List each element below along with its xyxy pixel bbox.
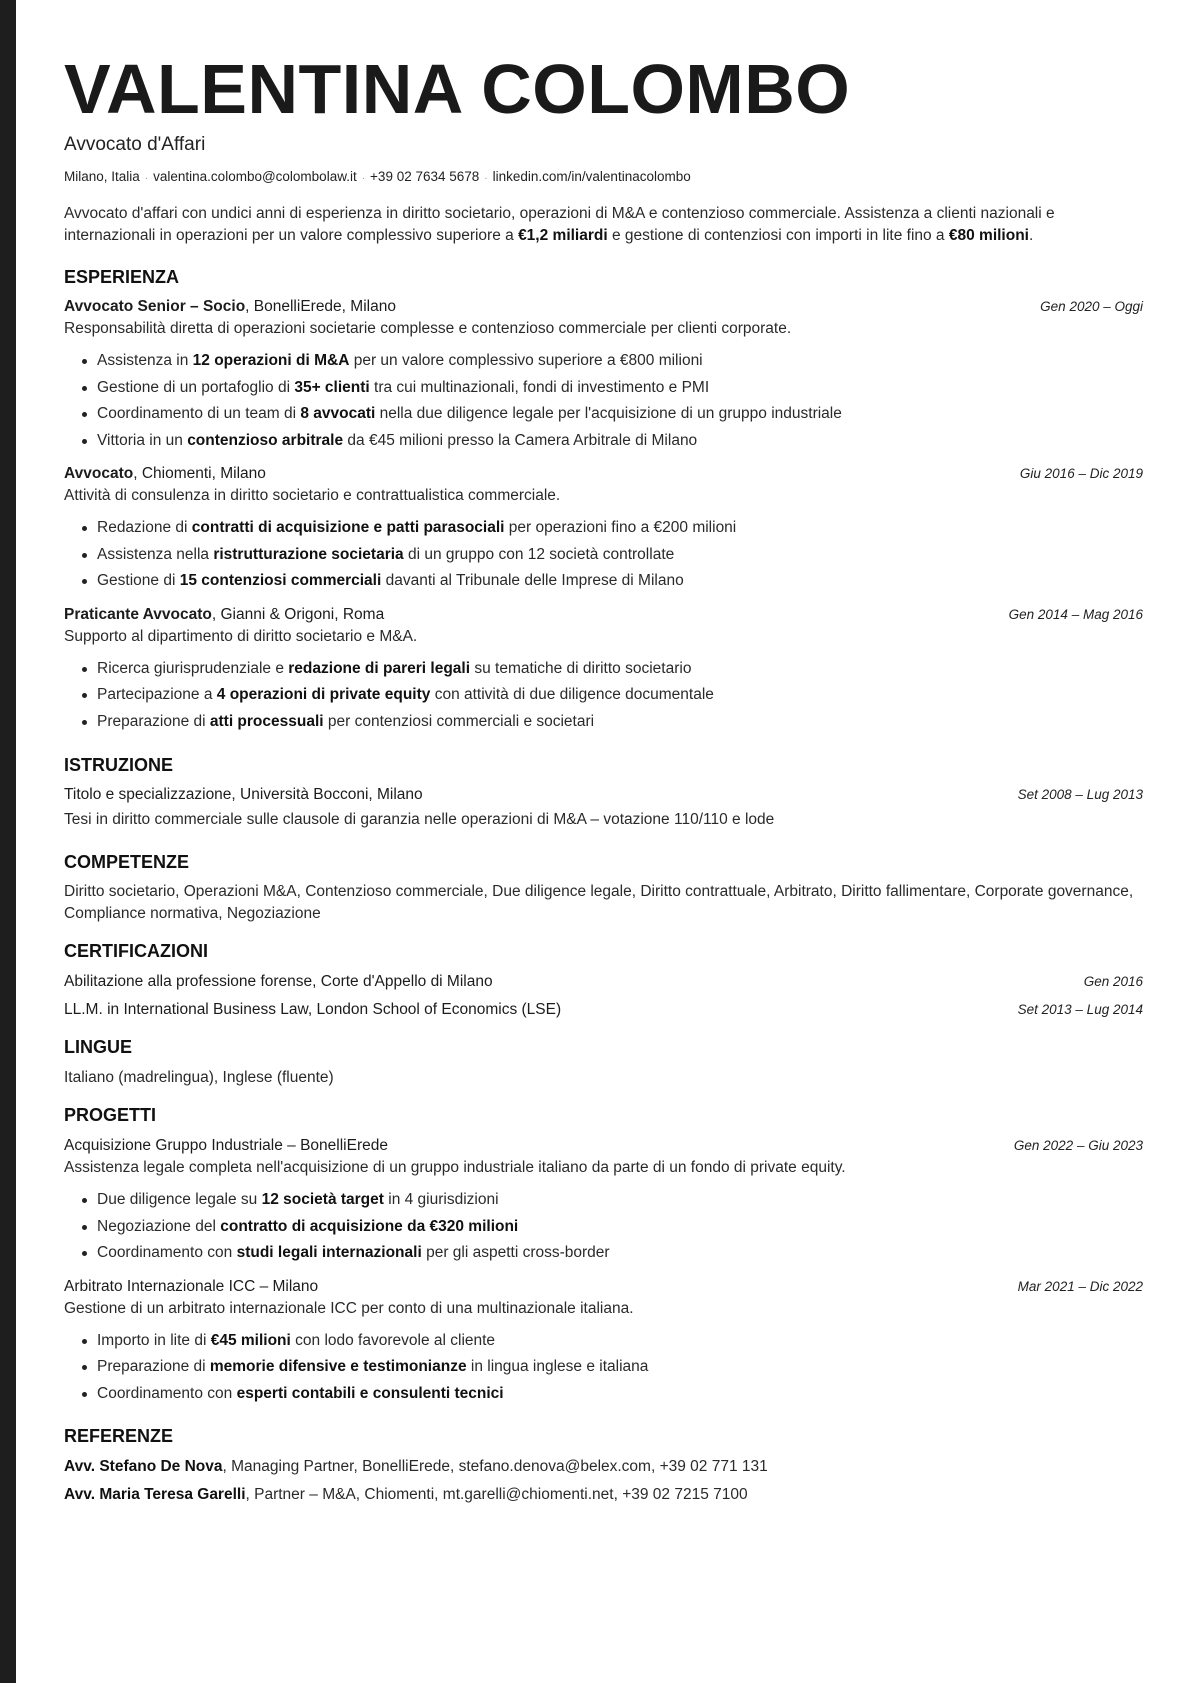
section-title-skills: COMPETENZE xyxy=(64,852,190,872)
project-header xyxy=(64,1276,1143,1298)
resume-page xyxy=(64,44,1143,1506)
reference-item xyxy=(64,1484,1143,1506)
job-description: Responsabilità diretta di operazioni societarie complesse e contenzioso commerciale per clienti corporate. xyxy=(64,320,792,337)
achievement-item: Importo in lite di €45 milioni con lodo favorevole al cliente xyxy=(97,1328,1143,1355)
contact-line xyxy=(64,167,1143,189)
job-entry xyxy=(64,604,1143,736)
job-company: , Gianni & Origoni, Roma xyxy=(211,605,385,623)
reference-item xyxy=(64,1456,1143,1478)
summary-text: . xyxy=(1029,227,1034,244)
section-title-references: REFERENZE xyxy=(64,1426,174,1446)
summary-text: e gestione di contenziosi con importi in lite fino a xyxy=(607,227,949,244)
left-edge-bar xyxy=(0,0,16,1683)
job-achievements xyxy=(64,348,1143,454)
job-entry xyxy=(64,463,1143,595)
achievement-item: Gestione di 15 contenziosi commerciali davanti al Tribunale delle Imprese di Milano xyxy=(97,568,1143,595)
achievement-item: Vittoria in un contenzioso arbitrale da €45 milioni presso la Camera Arbitrale di Milano xyxy=(97,428,1143,455)
job-achievements xyxy=(64,515,1143,595)
education-degree: Titolo e specializzazione, Università Bocconi, Milano xyxy=(64,786,423,803)
achievement-item: Assistenza nella ristrutturazione societaria di un gruppo con 12 società controllate xyxy=(97,542,1143,569)
candidate-name: VALENTINA COLOMBO xyxy=(64,50,851,128)
job-company: , BonelliErede, Milano xyxy=(245,298,396,315)
education-thesis: Tesi in diritto commerciale sulle clausole di garanzia nelle operazioni di M&A – votazione 110/110 e lode xyxy=(64,811,775,828)
job-company: , Chiomenti, Milano xyxy=(133,465,266,482)
achievement-item: Due diligence legale su 12 società target in 4 giurisdizioni xyxy=(97,1187,1143,1214)
job-description: Supporto al dipartimento di diritto societario e M&A. xyxy=(64,627,418,645)
section-title-languages: LINGUE xyxy=(64,1037,133,1057)
achievement-item: Redazione di contratti di acquisizione e patti parasociali per operazioni fino a €200 milioni xyxy=(97,515,1143,542)
project-header xyxy=(64,1135,1143,1157)
reference-details: , Managing Partner, BonelliErede, stefano.denova@belex.com, +39 02 771 131 xyxy=(222,1458,768,1475)
summary-highlight: €80 milioni xyxy=(948,227,1029,244)
job-position: Avvocato xyxy=(64,465,134,482)
certification-name: Abilitazione alla professione forense, Corte d'Appello di Milano xyxy=(64,973,493,990)
achievement-item: Preparazione di memorie difensive e testimonianze in lingua inglese e italiana xyxy=(97,1354,1143,1381)
project-description: Gestione di un arbitrato internazionale ICC per conto di una multinazionale italiana. xyxy=(64,1299,634,1317)
job-header xyxy=(64,604,1143,626)
section-title-experience: ESPERIENZA xyxy=(64,267,180,287)
job-achievements xyxy=(64,656,1143,736)
achievement-item: Assistenza in 12 operazioni di M&A per un valore complessivo superiore a €800 milioni xyxy=(97,348,1143,375)
reference-details: , Partner – M&A, Chiomenti, mt.garelli@chiomenti.net, +39 02 7215 7100 xyxy=(245,1486,748,1503)
section-title-education: ISTRUZIONE xyxy=(64,755,174,775)
job-header xyxy=(64,463,1143,485)
project-description: Assistenza legale completa nell'acquisizione di un gruppo industriale italiano da parte di un fondo di private equity. xyxy=(64,1159,846,1176)
project-achievements xyxy=(64,1328,1143,1408)
project-date: Gen 2022 – Giu 2023 xyxy=(1013,1138,1143,1153)
certification-date: Gen 2016 xyxy=(1083,974,1143,989)
separator-dot: · xyxy=(144,173,149,184)
job-description: Attività di consulenza in diritto societario e contrattualistica commerciale. xyxy=(64,487,561,504)
reference-name: Avv. Maria Teresa Garelli xyxy=(64,1486,246,1503)
section-title-projects: PROGETTI xyxy=(64,1105,157,1125)
job-date: Giu 2016 – Dic 2019 xyxy=(1019,466,1143,481)
contact-phone[interactable]: +39 02 7634 5678 xyxy=(370,169,480,184)
education-entry xyxy=(64,784,1143,831)
achievement-item: Gestione di un portafoglio di 35+ clienti tra cui multinazionali, fondi di investimento e PMI xyxy=(97,375,1143,402)
education-header xyxy=(64,784,1143,806)
certification-item xyxy=(64,971,1143,993)
job-date: Gen 2020 – Oggi xyxy=(1040,299,1143,314)
job-position: Avvocato Senior – Socio xyxy=(64,298,246,315)
separator-dot: · xyxy=(484,173,488,184)
job-date: Gen 2014 – Mag 2016 xyxy=(1008,606,1143,622)
achievement-item: Coordinamento con studi legali internazionali per gli aspetti cross-border xyxy=(97,1240,1143,1267)
contact-location: Milano, Italia xyxy=(64,169,140,184)
certification-date: Set 2013 – Lug 2014 xyxy=(1017,1002,1143,1017)
certification-item xyxy=(64,999,1143,1021)
achievement-item: Coordinamento con esperti contabili e consulenti tecnici xyxy=(97,1381,1143,1408)
project-entry xyxy=(64,1135,1143,1267)
project-entry xyxy=(64,1276,1143,1408)
languages-list: Italiano (madrelingua), Inglese (fluente) xyxy=(64,1069,334,1086)
candidate-role: Avvocato d'Affari xyxy=(64,134,206,155)
summary-highlight: €1,2 miliardi xyxy=(518,227,608,244)
achievement-item: Partecipazione a 4 operazioni di private equity con attività di due diligence documentale xyxy=(97,682,1143,709)
education-date: Set 2008 – Lug 2013 xyxy=(1017,787,1143,802)
contact-linkedin[interactable]: linkedin.com/in/valentinacolombo xyxy=(492,169,691,184)
profile-summary xyxy=(64,203,1143,247)
job-header xyxy=(64,296,1143,318)
achievement-item: Negoziazione del contratto di acquisizione da €320 milioni xyxy=(97,1214,1143,1241)
achievement-item: Coordinamento di un team di 8 avvocati nella due diligence legale per l'acquisizione di un gruppo industriale xyxy=(97,401,1143,428)
project-name: Arbitrato Internazionale ICC – Milano xyxy=(64,1277,319,1295)
skills-list: Diritto societario, Operazioni M&A, Contenzioso commerciale, Due diligence legale, Diritto contrattuale, Arbitrato, Diritto fallimentare, Corporate governance, Compliance normativa, Negoziazione xyxy=(64,883,1134,922)
project-achievements xyxy=(64,1187,1143,1267)
summary-text: Avvocato d'affari con undici anni di esperienza in diritto societario, operazioni di M&A e contenzioso commerciale. Assistenza a clienti nazionali e internazionali in operazioni per un valore complessivo superiore a xyxy=(64,205,1055,244)
job-entry xyxy=(64,296,1143,454)
contact-email[interactable]: valentina.colombo@colombolaw.it xyxy=(153,169,357,184)
reference-name: Avv. Stefano De Nova xyxy=(64,1458,223,1475)
achievement-item: Ricerca giurisprudenziale e redazione di pareri legali su tematiche di diritto societario xyxy=(97,656,1143,683)
achievement-item: Preparazione di atti processuali per contenziosi commerciali e societari xyxy=(97,709,1143,736)
job-position: Praticante Avvocato xyxy=(64,605,212,623)
separator-dot: · xyxy=(361,173,366,184)
certification-name: LL.M. in International Business Law, London School of Economics (LSE) xyxy=(64,1001,562,1018)
section-title-certifications: CERTIFICAZIONI xyxy=(64,941,208,961)
project-date: Mar 2021 – Dic 2022 xyxy=(1017,1278,1143,1294)
project-name: Acquisizione Gruppo Industriale – BonelliErede xyxy=(64,1137,388,1154)
